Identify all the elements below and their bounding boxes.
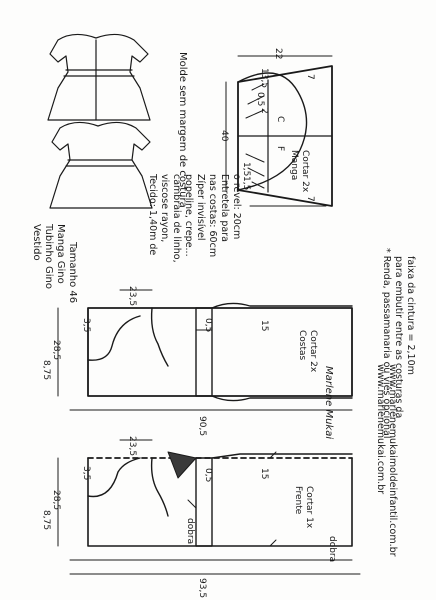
back-dart: 0,5: [203, 318, 213, 333]
materials-line-3: cambraia de linho,: [171, 174, 182, 263]
front-label: Frente: [293, 486, 303, 515]
back-label: Costas: [297, 330, 307, 361]
front-side-a: 28,5: [51, 490, 61, 511]
url-line-2: www.marlenemukaimoldeinfantil.com.br: [387, 364, 398, 557]
sleeve-top: 22: [273, 48, 283, 60]
materials-line-8: o revel: 20cm: [231, 174, 242, 240]
front-dart: 0,5: [203, 468, 213, 483]
materials-line-4: popeline, crepe...: [183, 174, 194, 257]
front-width-top: 23,5: [127, 436, 137, 457]
front-side-b: 8,75: [41, 510, 51, 531]
sleeve-cap: 13,5: [259, 68, 269, 89]
sleeve-b: 1,5: [241, 162, 251, 177]
sleeve-a: 7: [305, 74, 315, 80]
dress-sketch: [48, 34, 152, 208]
back-side-c: 3,5: [81, 318, 91, 333]
sleeve-label: Manga: [289, 150, 299, 181]
sleeve-d: 0,5: [255, 92, 265, 107]
materials-line-5: Zíper invisível: [195, 174, 206, 241]
sleeve-f: 7: [305, 196, 315, 202]
sleeve-cut: Cortar 2x: [300, 150, 310, 193]
sleeve-g: F: [275, 146, 285, 152]
sleeve-e: 1,5: [241, 176, 251, 191]
back-width-top: 23,5: [127, 286, 137, 307]
front-length: 93,5: [197, 578, 207, 599]
title-line-3: Manga Gino: [55, 224, 66, 284]
sleeve-h: C: [275, 116, 285, 123]
footnote-line-1: * Renda, passamanaria ou viés opcional: [381, 248, 392, 439]
seam-note: Molde sem margem de costura: [177, 52, 188, 208]
back-side-a: 28,5: [51, 340, 61, 361]
back-hem: 15: [259, 320, 269, 332]
front-fold-1: dobra: [185, 518, 195, 545]
footnote-line-2: para embutir entre as costuras da: [393, 256, 404, 419]
title-line-2: Tubinho Gino: [43, 224, 54, 290]
front-cut: Cortar 1x: [304, 486, 314, 529]
materials-line-6: nas costas: 60cm: [207, 174, 218, 258]
materials-line-1: Tecido: 1,40m de: [147, 174, 158, 256]
sleeve-width: 40: [219, 130, 229, 142]
footnote-line-3: faixa da cintura = 2,10m: [405, 256, 416, 375]
url-line-1: www.marlenemukai.com.br: [375, 364, 386, 495]
front-fold-2: dobra: [327, 536, 337, 563]
back-cut: Cortar 2x: [308, 330, 318, 373]
title-line-4: Tamanho 46: [67, 242, 78, 304]
materials-line-2: viscose rayon,: [159, 174, 170, 243]
front-hem: 15: [259, 468, 269, 480]
title-line-1: Vestido: [31, 224, 42, 261]
back-length: 90,5: [197, 416, 207, 437]
materials-line-7: Entretela para: [219, 174, 230, 242]
sleeve-c: 2: [259, 108, 269, 114]
signature: Marlene Mukai: [323, 366, 334, 440]
front-side-c: 3,5: [81, 466, 91, 481]
back-side-b: 8,75: [41, 360, 51, 381]
